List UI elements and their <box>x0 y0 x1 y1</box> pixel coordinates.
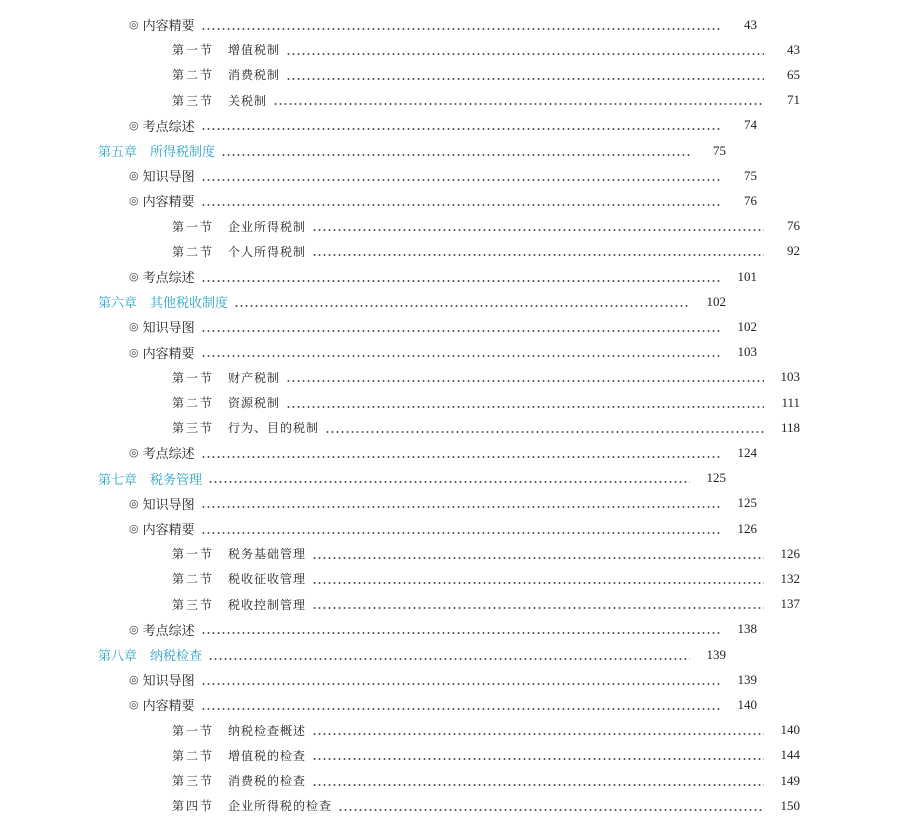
toc-section-number: 第二节 <box>172 68 215 83</box>
dot-leader <box>208 472 690 484</box>
dot-leader <box>201 19 721 31</box>
toc-entry-title: 个人所得税制 <box>228 244 307 259</box>
toc-section-number: 第二节 <box>172 244 215 259</box>
dot-leader <box>201 321 721 333</box>
dot-leader <box>201 271 721 283</box>
dot-leader <box>325 422 764 434</box>
toc-page-number: 76 <box>744 192 757 208</box>
dot-leader <box>312 573 764 585</box>
toc-page-number: 103 <box>780 369 800 385</box>
toc-entry-title: 考点综述 <box>142 447 195 463</box>
toc-page-number: 126 <box>780 545 800 561</box>
dot-leader <box>234 296 690 308</box>
dot-leader <box>201 623 721 635</box>
circle-bullet-icon: ◎ <box>129 673 139 687</box>
toc-entry-title: 第六章 其他税收制度 <box>98 296 229 312</box>
toc-section-entry[interactable] <box>0 113 854 138</box>
toc-page-number: 132 <box>780 570 800 586</box>
toc-page-number: 139 <box>737 671 757 687</box>
toc-page-number: 118 <box>780 419 800 435</box>
toc-subsection-entry[interactable] <box>0 592 897 617</box>
toc-page-number: 126 <box>737 520 757 536</box>
toc-section-number: 第四节 <box>172 799 215 814</box>
toc-entry-title: 考点综述 <box>142 623 195 639</box>
toc-subsection-entry[interactable] <box>0 718 897 743</box>
toc-section-number: 第一节 <box>172 43 215 58</box>
toc-subsection-entry[interactable] <box>0 37 897 62</box>
toc-section-number: 第二节 <box>172 572 215 587</box>
toc-section-number: 第一节 <box>172 219 215 234</box>
toc-section-number: 第二节 <box>172 396 215 410</box>
dot-leader <box>201 195 721 207</box>
toc-section-number: 第三节 <box>172 597 215 612</box>
dot-leader <box>286 397 764 409</box>
toc-chapter-entry[interactable] <box>0 289 823 314</box>
toc-entry-title: 第五章 所得税制度 <box>98 145 216 160</box>
toc-entry-title: 财产税制 <box>228 370 281 385</box>
toc-page-number: 71 <box>787 92 800 108</box>
toc-page-number: 102 <box>706 293 726 309</box>
circle-bullet-icon: ◎ <box>129 698 139 712</box>
toc-section-entry[interactable] <box>0 163 854 188</box>
toc-section-entry[interactable] <box>0 692 854 717</box>
circle-bullet-icon: ◎ <box>129 446 139 460</box>
toc-entry-title: 税务基础管理 <box>228 547 307 562</box>
toc-entry-title: 知识导图 <box>142 497 195 513</box>
toc-subsection-entry[interactable] <box>0 566 897 591</box>
toc-section-number: 第一节 <box>172 547 215 562</box>
toc-section-entry[interactable] <box>0 617 854 642</box>
toc-section-entry[interactable] <box>0 264 854 289</box>
toc-section-number: 第三节 <box>172 93 215 108</box>
circle-bullet-icon: ◎ <box>129 194 139 208</box>
toc-page-number: 111 <box>781 394 800 410</box>
toc-page-number: 75 <box>744 167 757 183</box>
dot-leader <box>201 447 721 459</box>
dot-leader <box>201 170 721 182</box>
toc-entry-title: 知识导图 <box>142 674 195 690</box>
toc-page-number: 149 <box>780 772 800 788</box>
toc-chapter-entry[interactable] <box>0 642 823 667</box>
dot-leader <box>312 775 764 787</box>
toc-page-number: 137 <box>780 596 800 612</box>
dot-leader <box>312 245 764 257</box>
toc-entry-title: 增值税的检查 <box>228 748 307 763</box>
toc-section-number: 第二节 <box>172 748 215 763</box>
toc-section-entry[interactable] <box>0 12 854 37</box>
toc-entry-title: 行为、目的税制 <box>228 421 320 436</box>
dot-leader <box>201 523 721 535</box>
toc-page-number: 124 <box>737 444 757 460</box>
toc-page-number: 103 <box>737 344 757 360</box>
circle-bullet-icon: ◎ <box>129 345 139 359</box>
dot-leader <box>201 699 721 711</box>
toc-page-number: 74 <box>744 117 757 133</box>
toc-page-number: 76 <box>787 218 800 234</box>
dot-leader <box>312 749 764 761</box>
toc-chapter-entry[interactable] <box>0 466 823 491</box>
toc-entry-title: 内容精要 <box>142 195 195 211</box>
dot-leader <box>312 548 764 560</box>
toc-section-entry[interactable] <box>0 491 854 516</box>
circle-bullet-icon: ◎ <box>129 622 139 636</box>
dot-leader <box>208 649 690 661</box>
toc-entry-title: 考点综述 <box>142 119 195 135</box>
toc-entry-title: 增值税制 <box>228 43 281 58</box>
toc-entry-title: 知识导图 <box>142 170 195 186</box>
toc-section-number: 第一节 <box>172 370 215 385</box>
toc-page-number: 75 <box>713 142 726 158</box>
toc-page-number: 140 <box>737 696 757 712</box>
dot-leader <box>201 346 721 358</box>
toc-subsection-entry[interactable] <box>0 88 897 113</box>
dot-leader <box>286 371 764 383</box>
toc-entry-title: 企业所得税制 <box>228 219 307 234</box>
toc-entry-title: 税收控制管理 <box>228 597 307 612</box>
dot-leader <box>312 598 764 610</box>
toc-entry-title: 消费税制 <box>228 68 281 83</box>
toc-entry-title: 第八章 纳税检查 <box>98 649 203 664</box>
toc-entry-title: 消费税的检查 <box>228 774 307 788</box>
toc-section-entry[interactable] <box>0 314 854 339</box>
toc-page-number: 102 <box>737 318 757 334</box>
toc-page-number: 43 <box>744 16 757 32</box>
toc-entry-title: 内容精要 <box>142 699 195 715</box>
toc-subsection-entry[interactable] <box>0 541 897 566</box>
toc-section-entry[interactable] <box>0 188 854 213</box>
toc-subsection-entry[interactable] <box>0 390 897 415</box>
toc-entry-title: 纳税检查概述 <box>228 723 307 738</box>
toc-entry-title: 内容精要 <box>142 523 195 538</box>
dot-leader <box>338 800 764 812</box>
dot-leader <box>201 497 721 509</box>
toc-page-number: 140 <box>780 722 800 738</box>
toc-subsection-entry[interactable] <box>0 743 897 768</box>
circle-bullet-icon: ◎ <box>129 118 139 132</box>
toc-entry-title: 税收征收管理 <box>228 572 307 587</box>
toc-section-entry[interactable] <box>0 667 854 692</box>
toc-entry-title: 考点综述 <box>142 271 195 286</box>
toc-entry-title: 第七章 税务管理 <box>98 472 203 488</box>
dot-leader <box>286 44 764 56</box>
toc-subsection-entry[interactable] <box>0 415 897 440</box>
toc-page-number: 101 <box>737 268 757 284</box>
dot-leader <box>201 119 721 131</box>
toc-page-number: 92 <box>787 243 800 259</box>
circle-bullet-icon: ◎ <box>129 496 139 510</box>
circle-bullet-icon: ◎ <box>129 18 139 31</box>
toc-entry-title: 内容精要 <box>142 19 195 34</box>
toc-entry-title: 内容精要 <box>142 346 195 362</box>
toc-page-number: 150 <box>780 797 800 813</box>
toc-page-number: 144 <box>780 747 800 763</box>
dot-leader <box>312 724 764 736</box>
toc-section-number: 第三节 <box>172 774 215 788</box>
circle-bullet-icon: ◎ <box>129 169 139 183</box>
toc-section-number: 第一节 <box>172 723 215 738</box>
dot-leader <box>221 145 690 157</box>
toc-page-number: 65 <box>787 66 800 82</box>
dot-leader <box>286 69 764 81</box>
toc-subsection-entry[interactable] <box>0 365 897 390</box>
toc-page-number: 43 <box>787 41 800 57</box>
toc-page-number: 125 <box>706 470 726 486</box>
toc-chapter-entry[interactable] <box>0 138 823 163</box>
toc-subsection-entry[interactable] <box>0 62 897 87</box>
toc-entry-title: 知识导图 <box>142 321 195 337</box>
toc-section-entry[interactable] <box>0 340 854 365</box>
toc-page-number: 138 <box>737 621 757 637</box>
circle-bullet-icon: ◎ <box>129 320 139 334</box>
toc-page-number: 139 <box>706 646 726 662</box>
toc-subsection-entry[interactable] <box>0 768 897 793</box>
dot-leader <box>273 94 764 106</box>
circle-bullet-icon: ◎ <box>129 522 139 535</box>
toc-subsection-entry[interactable] <box>0 793 897 818</box>
toc-entry-title: 资源税制 <box>228 396 281 410</box>
toc-subsection-entry[interactable] <box>0 214 897 239</box>
circle-bullet-icon: ◎ <box>129 270 139 283</box>
toc-section-entry[interactable] <box>0 440 854 465</box>
dot-leader <box>312 220 764 232</box>
toc-entry-title: 企业所得税的检查 <box>228 799 333 814</box>
toc-page-number: 125 <box>737 495 757 511</box>
toc-subsection-entry[interactable] <box>0 239 897 264</box>
toc-section-entry[interactable] <box>0 516 854 541</box>
toc-section-number: 第三节 <box>172 421 215 436</box>
toc-entry-title: 关税制 <box>228 93 268 108</box>
dot-leader <box>201 674 721 686</box>
